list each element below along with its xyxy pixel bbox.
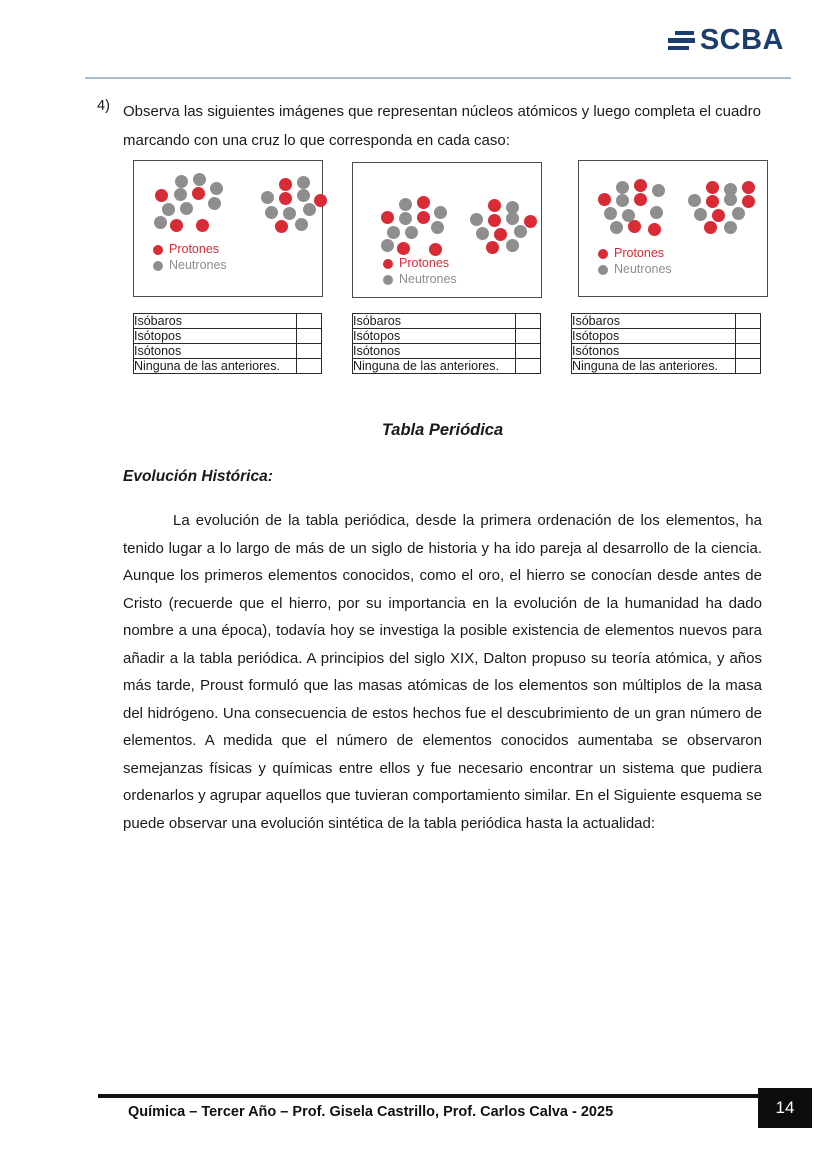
proton-legend-icon xyxy=(153,245,163,255)
option-row xyxy=(353,344,541,359)
header-divider xyxy=(85,77,791,79)
neutron-dot xyxy=(180,202,193,215)
option-row xyxy=(134,344,322,359)
neutron-dot xyxy=(295,218,308,231)
neutron-dot xyxy=(604,207,617,220)
proton-dot xyxy=(712,209,725,222)
neutron-dot xyxy=(381,239,394,252)
legend-protons-label: Protones xyxy=(614,246,665,260)
neutron-dot xyxy=(162,203,175,216)
option-label: Isótonos xyxy=(353,344,516,359)
neutron-dot xyxy=(297,176,310,189)
nucleus-figure-1 xyxy=(133,160,323,297)
legend-protons xyxy=(153,243,227,256)
neutron-dot xyxy=(405,226,418,239)
mark-cell xyxy=(736,329,761,344)
question-text: Observa las siguientes imágenes que representan núcleos atómicos y luego completa el cuadro marcando con una cruz lo que corresponda en cada caso: xyxy=(123,103,761,149)
proton-dot xyxy=(634,179,647,192)
mark-cell xyxy=(736,314,761,329)
neutron-dot xyxy=(470,213,483,226)
legend-protons xyxy=(598,247,672,260)
option-row xyxy=(353,359,541,374)
proton-dot xyxy=(196,219,209,232)
option-row xyxy=(134,359,322,374)
neutron-dot xyxy=(514,225,527,238)
legend-protons-label: Protones xyxy=(399,256,450,270)
neutron-dot xyxy=(616,181,629,194)
nucleus-cluster xyxy=(153,173,229,233)
option-label: Isóbaros xyxy=(572,314,736,329)
proton-dot xyxy=(397,242,410,255)
proton-dot xyxy=(648,223,661,236)
neutron-dot xyxy=(434,206,447,219)
option-row xyxy=(572,329,761,344)
mark-cell xyxy=(516,359,541,374)
legend-neutrons xyxy=(383,273,457,286)
subsection-title: Evolución Histórica: xyxy=(123,468,273,485)
neutron-dot xyxy=(688,194,701,207)
proton-dot xyxy=(628,220,641,233)
neutron-legend-icon xyxy=(153,261,163,271)
body-paragraph: La evolución de la tabla periódica, desde la primera ordenación de los elementos, ha tenido lugar a lo largo de más de un siglo de historia y ha ido pareja al desarrollo de la ciencia. Aunque los primeros elementos conocidos, como el oro, el hierro se conocían desde antes de Cristo (recuerde que el hierro, por su importancia en la evolución de la humanidad ha dado nombre a una época), todavía hoy se investiga la posible existencia de elementos nuevos para añadir a la tabla periódica. A principios del siglo XIX, Dalton propuso su teoría atómica, y años más tarde, Proust formuló que las masas atómicas de los elementos son múltiplos de la masa del hidrógeno. Una consecuencia de estos hechos fue el descubrimiento de un gran número de elementos. A medida que el número de elementos conocidos aumentaba se observaron semejanzas físicas y químicas entre ellos y fue necesario encontrar un sistema que pudiera ordenarlos y agrupar aquellos que tuvieran comportamiento similar. En el Siguiente esquema se puede observar una evolución sintética de la tabla periódica hasta la actualidad: xyxy=(123,512,762,832)
neutron-dot xyxy=(506,239,519,252)
neutron-dot xyxy=(210,182,223,195)
neutron-dot xyxy=(694,208,707,221)
neutron-legend-icon xyxy=(598,265,608,275)
neutron-dot xyxy=(724,193,737,206)
option-row xyxy=(134,329,322,344)
nucleus-cluster xyxy=(686,181,762,241)
proton-dot xyxy=(155,189,168,202)
proton-dot xyxy=(494,228,507,241)
proton-dot xyxy=(417,211,430,224)
proton-dot xyxy=(524,215,537,228)
question-number: 4) xyxy=(97,98,110,114)
legend-neutrons-label: Neutrones xyxy=(399,272,457,286)
neutron-dot xyxy=(175,175,188,188)
option-label: Ninguna de las anteriores. xyxy=(572,359,736,374)
option-label: Isótopos xyxy=(353,329,516,344)
option-label: Isóbaros xyxy=(134,314,297,329)
nucleus-cluster xyxy=(596,179,672,239)
proton-dot xyxy=(192,187,205,200)
nucleus-cluster xyxy=(379,196,455,256)
option-label: Isótopos xyxy=(134,329,297,344)
page-number: 14 xyxy=(758,1088,812,1128)
proton-dot xyxy=(706,181,719,194)
option-label: Isóbaros xyxy=(353,314,516,329)
proton-dot xyxy=(488,214,501,227)
nucleus-figure-3 xyxy=(578,160,768,297)
neutron-legend-icon xyxy=(383,275,393,285)
neutron-dot xyxy=(506,212,519,225)
neutron-dot xyxy=(297,189,310,202)
proton-dot xyxy=(417,196,430,209)
figure-legend xyxy=(153,243,227,272)
logo-bars-e-icon xyxy=(668,31,696,51)
option-label: Isótonos xyxy=(572,344,736,359)
proton-dot xyxy=(742,195,755,208)
neutron-dot xyxy=(476,227,489,240)
figure-legend xyxy=(598,247,672,276)
section-title: Tabla Periódica xyxy=(381,421,504,439)
neutron-dot xyxy=(283,207,296,220)
option-row xyxy=(572,344,761,359)
mark-cell xyxy=(516,344,541,359)
neutron-dot xyxy=(399,198,412,211)
neutron-dot xyxy=(154,216,167,229)
option-label: Ninguna de las anteriores. xyxy=(134,359,297,374)
option-label: Isótonos xyxy=(134,344,297,359)
nucleus-cluster xyxy=(466,199,542,259)
neutron-dot xyxy=(174,188,187,201)
neutron-dot xyxy=(261,191,274,204)
proton-dot xyxy=(742,181,755,194)
options-table-3 xyxy=(571,313,761,374)
proton-dot xyxy=(634,193,647,206)
option-row xyxy=(572,359,761,374)
proton-dot xyxy=(170,219,183,232)
mark-cell xyxy=(736,359,761,374)
mark-cell xyxy=(297,344,322,359)
logo-text: SCBA xyxy=(699,24,784,56)
neutron-dot xyxy=(431,221,444,234)
option-row xyxy=(353,314,541,329)
legend-protons xyxy=(383,257,457,270)
neutron-dot xyxy=(650,206,663,219)
neutron-dot xyxy=(399,212,412,225)
option-row xyxy=(572,314,761,329)
proton-dot xyxy=(429,243,442,256)
nucleus-figure-2 xyxy=(352,162,542,298)
neutron-dot xyxy=(610,221,623,234)
options-table-2 xyxy=(352,313,541,374)
neutron-dot xyxy=(652,184,665,197)
mark-cell xyxy=(297,314,322,329)
options-table-1 xyxy=(133,313,322,374)
nucleus-cluster xyxy=(253,176,329,236)
question-4 xyxy=(97,97,761,155)
neutron-dot xyxy=(265,206,278,219)
proton-legend-icon xyxy=(383,259,393,269)
mark-cell xyxy=(297,329,322,344)
option-label: Isótopos xyxy=(572,329,736,344)
proton-dot xyxy=(279,178,292,191)
proton-legend-icon xyxy=(598,249,608,259)
option-row xyxy=(134,314,322,329)
proton-dot xyxy=(598,193,611,206)
option-row xyxy=(353,329,541,344)
neutron-dot xyxy=(303,203,316,216)
mark-cell xyxy=(736,344,761,359)
proton-dot xyxy=(275,220,288,233)
proton-dot xyxy=(314,194,327,207)
neutron-dot xyxy=(193,173,206,186)
legend-protons-label: Protones xyxy=(169,242,220,256)
mark-cell xyxy=(516,314,541,329)
footer-divider xyxy=(98,1094,758,1098)
proton-dot xyxy=(486,241,499,254)
proton-dot xyxy=(488,199,501,212)
proton-dot xyxy=(381,211,394,224)
option-label: Ninguna de las anteriores. xyxy=(353,359,516,374)
school-logo xyxy=(668,26,784,55)
neutron-dot xyxy=(387,226,400,239)
legend-neutrons-label: Neutrones xyxy=(614,262,672,276)
mark-cell xyxy=(297,359,322,374)
neutron-dot xyxy=(616,194,629,207)
proton-dot xyxy=(706,195,719,208)
legend-neutrons xyxy=(153,259,227,272)
neutron-dot xyxy=(732,207,745,220)
mark-cell xyxy=(516,329,541,344)
proton-dot xyxy=(704,221,717,234)
legend-neutrons-label: Neutrones xyxy=(169,258,227,272)
figure-legend xyxy=(383,257,457,286)
neutron-dot xyxy=(724,221,737,234)
neutron-dot xyxy=(208,197,221,210)
legend-neutrons xyxy=(598,263,672,276)
footer-course-info: Química – Tercer Año – Prof. Gisela Castrillo, Prof. Carlos Calva - 2025 xyxy=(128,1104,614,1120)
proton-dot xyxy=(279,192,292,205)
